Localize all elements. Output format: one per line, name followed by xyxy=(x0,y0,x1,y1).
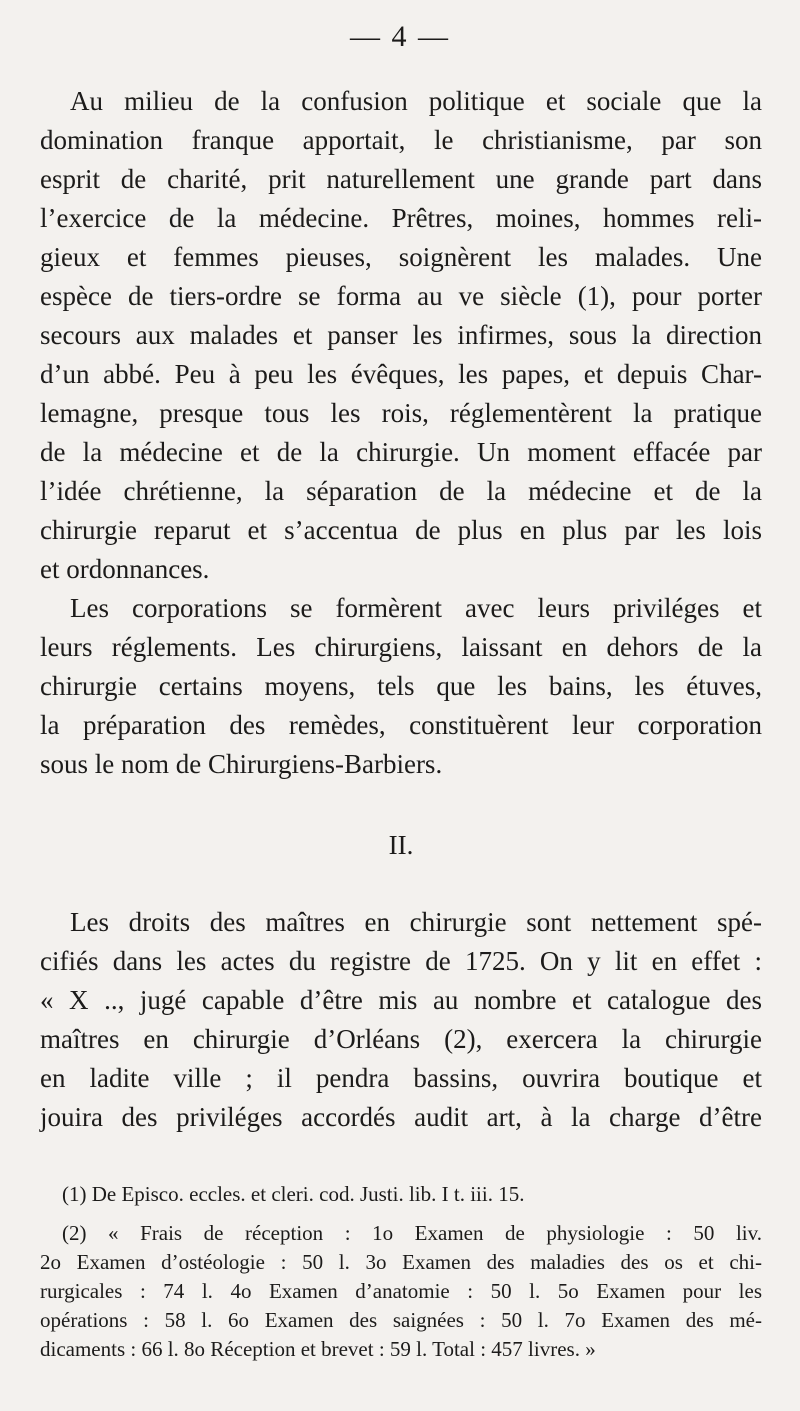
text-line: Au milieu de la confusion politique et sociale que la xyxy=(70,86,762,116)
main-text xyxy=(40,82,762,1137)
text-line: « X .., jugé capable d’être mis au nombre et catalogue des xyxy=(40,985,762,1015)
text-line: cifiés dans les actes du registre de 1725. On y lit en effet : xyxy=(40,946,762,976)
text-line: lemagne, presque tous les rois, réglementèrent la pratique xyxy=(40,398,762,428)
text-line: l’idée chrétienne, la séparation de la médecine et de la xyxy=(40,476,762,506)
footnote-line: rurgicales : 74 l. 4o Examen d’anatomie : 50 l. 5o Examen pour les xyxy=(40,1279,762,1303)
text-line: maîtres en chirurgie d’Orléans (2), exercera la chirurgie xyxy=(40,1024,762,1054)
text-line: sous le nom de Chirurgiens-Barbiers. xyxy=(40,749,443,779)
page-number: — 4 — xyxy=(350,20,450,53)
footnote-line: 2o Examen d’ostéologie : 50 l. 3o Examen des maladies des os et chi- xyxy=(40,1250,762,1274)
text-line: de la médecine et de la chirurgie. Un moment effacée par xyxy=(40,437,762,467)
paragraph-3 xyxy=(40,903,762,1137)
text-line: secours aux malades et panser les infirmes, sous la direction xyxy=(40,320,762,350)
paragraph-1 xyxy=(40,82,762,589)
text-line: domination franque apportait, le christianisme, par son xyxy=(40,125,762,155)
text-line: chirurgie reparut et s’accentua de plus en plus par les lois xyxy=(40,515,762,545)
text-line: en ladite ville ; il pendra bassins, ouvrira boutique et xyxy=(40,1063,762,1093)
footnote-2 xyxy=(40,1219,762,1364)
footnote-line: (2) « Frais de réception : 1o Examen de physiologie : 50 liv. xyxy=(62,1221,762,1245)
text-line: esprit de charité, prit naturellement une grande part dans xyxy=(40,164,762,194)
text-line: la préparation des remèdes, constituèrent leur corporation xyxy=(40,710,762,740)
text-line: leurs réglements. Les chirurgiens, laissant en dehors de la xyxy=(40,632,762,662)
text-line: l’exercice de la médecine. Prêtres, moines, hommes reli- xyxy=(40,203,762,233)
text-line: d’un abbé. Peu à peu les évêques, les papes, et depuis Char- xyxy=(40,359,762,389)
text-line: espèce de tiers-ordre se forma au ve siècle (1), pour porter xyxy=(40,281,762,311)
section-heading: II. xyxy=(388,830,414,860)
text-line: et ordonnances. xyxy=(40,554,210,584)
footnote-line: dicaments : 66 l. 8o Réception et brevet : 59 l. Total : 457 livres. » xyxy=(40,1337,596,1361)
text-line: Les droits des maîtres en chirurgie sont nettement spé- xyxy=(70,907,762,937)
paragraph-2 xyxy=(40,589,762,784)
footnotes xyxy=(40,1180,762,1364)
footnote-1: (1) De Episco. eccles. et cleri. cod. Justi. lib. I t. iii. 15. xyxy=(62,1182,525,1206)
text-line: gieux et femmes pieuses, soignèrent les malades. Une xyxy=(40,242,762,272)
footnote-line: opérations : 58 l. 6o Examen des saignées : 50 l. 7o Examen des mé- xyxy=(40,1308,762,1332)
text-line: chirurgie certains moyens, tels que les bains, les étuves, xyxy=(40,671,762,701)
text-line: Les corporations se formèrent avec leurs priviléges et xyxy=(70,593,762,623)
text-line: jouira des priviléges accordés audit art, à la charge d’être xyxy=(40,1102,762,1132)
